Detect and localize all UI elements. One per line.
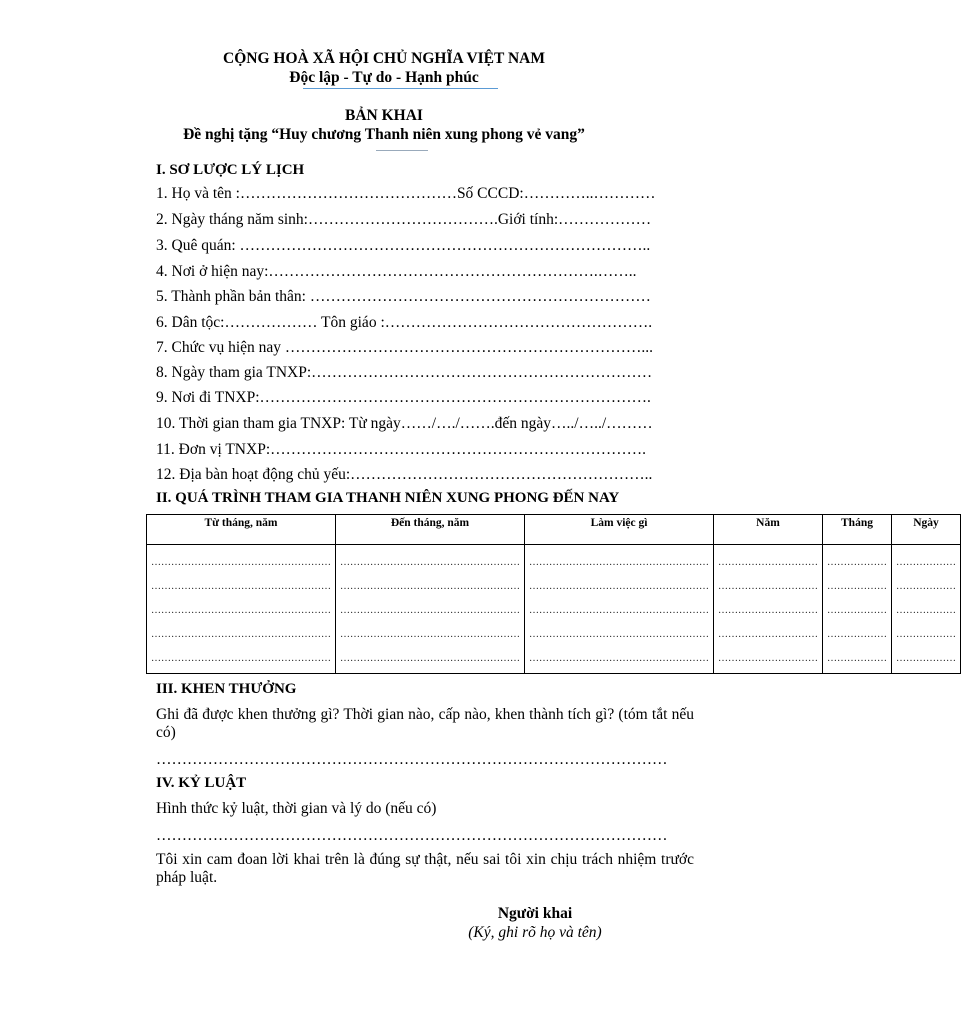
field-unit[interactable]: 11. Đơn vị TNXP:………………………………………………………………. [156,441,646,458]
field-ethnicity-religion[interactable]: 6. Dân tộc:……………… Tôn giáo :……………………………………………. [156,314,653,331]
from-cell[interactable]: ……………………………………………… ……………………………………………… ……………………………………………… ……………………………………………… ……………………………………………… [147,545,336,674]
field-background[interactable]: 5. Thành phần bản thân: ………………………………………………………… [156,288,651,305]
section-1-heading: I. SƠ LƯỢC LÝ LỊCH [156,162,305,178]
column-header-work: Làm việc gì [525,515,714,545]
field-join-date[interactable]: 8. Ngày tham gia TNXP:………………………………………………………… [156,364,653,381]
column-header-to: Đến tháng, năm [336,515,525,545]
signer-title: Người khai [497,905,573,922]
column-header-from: Từ tháng, năm [147,515,336,545]
document-subtitle: Đề nghị tặng “Huy chương Thanh niên xung phong vẻ vang” [183,126,585,143]
document-title: BẢN KHAI [345,107,423,124]
days-cell[interactable]: ……………… ……………… ……………… ……………… ……………… [892,545,961,674]
declaration-text: Tôi xin cam đoan lời khai trên là đúng sự thật, nếu sai tôi xin chịu trách nhiệm trước pháp luật. [156,851,694,886]
field-departure-place[interactable]: 9. Nơi đi TNXP:…………………………………………………………………. [156,389,651,406]
history-table [146,514,961,674]
table-header-row [147,515,961,545]
signature-note: (Ký, ghi rõ họ và tên) [468,924,602,941]
field-position[interactable]: 7. Chức vụ hiện nay ……………………………………………………………... [156,339,654,356]
field-current-address[interactable]: 4. Nơi ở hiện nay:……………………………………………………….…….. [156,263,637,280]
years-cell[interactable]: ………………………… ………………………… ………………………… ………………………… ………………………… [714,545,823,674]
title-divider [376,150,428,151]
field-service-period[interactable]: 10. Thời gian tham gia TNXP: Từ ngày……/…./…….đến ngày…../…../……… [156,415,653,432]
field-hometown[interactable]: 3. Quê quán: …………………………………………………………………….. [156,237,651,254]
motto: Độc lập - Tự do - Hạnh phúc [289,69,479,86]
section-3-heading: III. KHEN THƯỞNG [156,681,297,697]
work-cell[interactable]: ……………………………………………… ……………………………………………… ……………………………………………… ……………………………………………… ……………………………………………… [525,545,714,674]
table-row [147,545,961,674]
field-operation-area[interactable]: 12. Địa bàn hoạt động chủ yếu:………………………………………………….. [156,466,653,483]
discipline-answer-line[interactable]: ……………………………………………………………………………………… [156,827,668,844]
field-birth-date[interactable]: 2. Ngày tháng năm sinh:……………………………….Giới tính:……………… [156,211,652,228]
section-2-heading: II. QUÁ TRÌNH THAM GIA THANH NIÊN XUNG PHONG ĐẾN NAY [156,490,620,506]
field-full-name[interactable]: 1. Họ và tên :……………………………………Số CCCD:…………..………… [156,185,656,202]
awards-prompt: Ghi đã được khen thưởng gì? Thời gian nào, cấp nào, khen thành tích gì? (tóm tắt nếu có) [156,706,694,741]
section-4-heading: IV. KỶ LUẬT [156,775,247,791]
column-header-years: Năm [714,515,823,545]
column-header-months: Tháng [823,515,892,545]
discipline-prompt: Hình thức kỷ luật, thời gian và lý do (nếu có) [156,800,437,817]
to-cell[interactable]: ……………………………………………… ……………………………………………… ……………………………………………… ……………………………………………… ……………………………………………… [336,545,525,674]
column-header-days: Ngày [892,515,961,545]
months-cell[interactable]: ……………… ……………… ……………… ……………… ……………… [823,545,892,674]
nation-header: CỘNG HOÀ XÃ HỘI CHỦ NGHĨA VIỆT NAM [223,50,545,67]
motto-underline [303,88,498,89]
awards-answer-line[interactable]: ……………………………………………………………………………………… [156,751,668,768]
